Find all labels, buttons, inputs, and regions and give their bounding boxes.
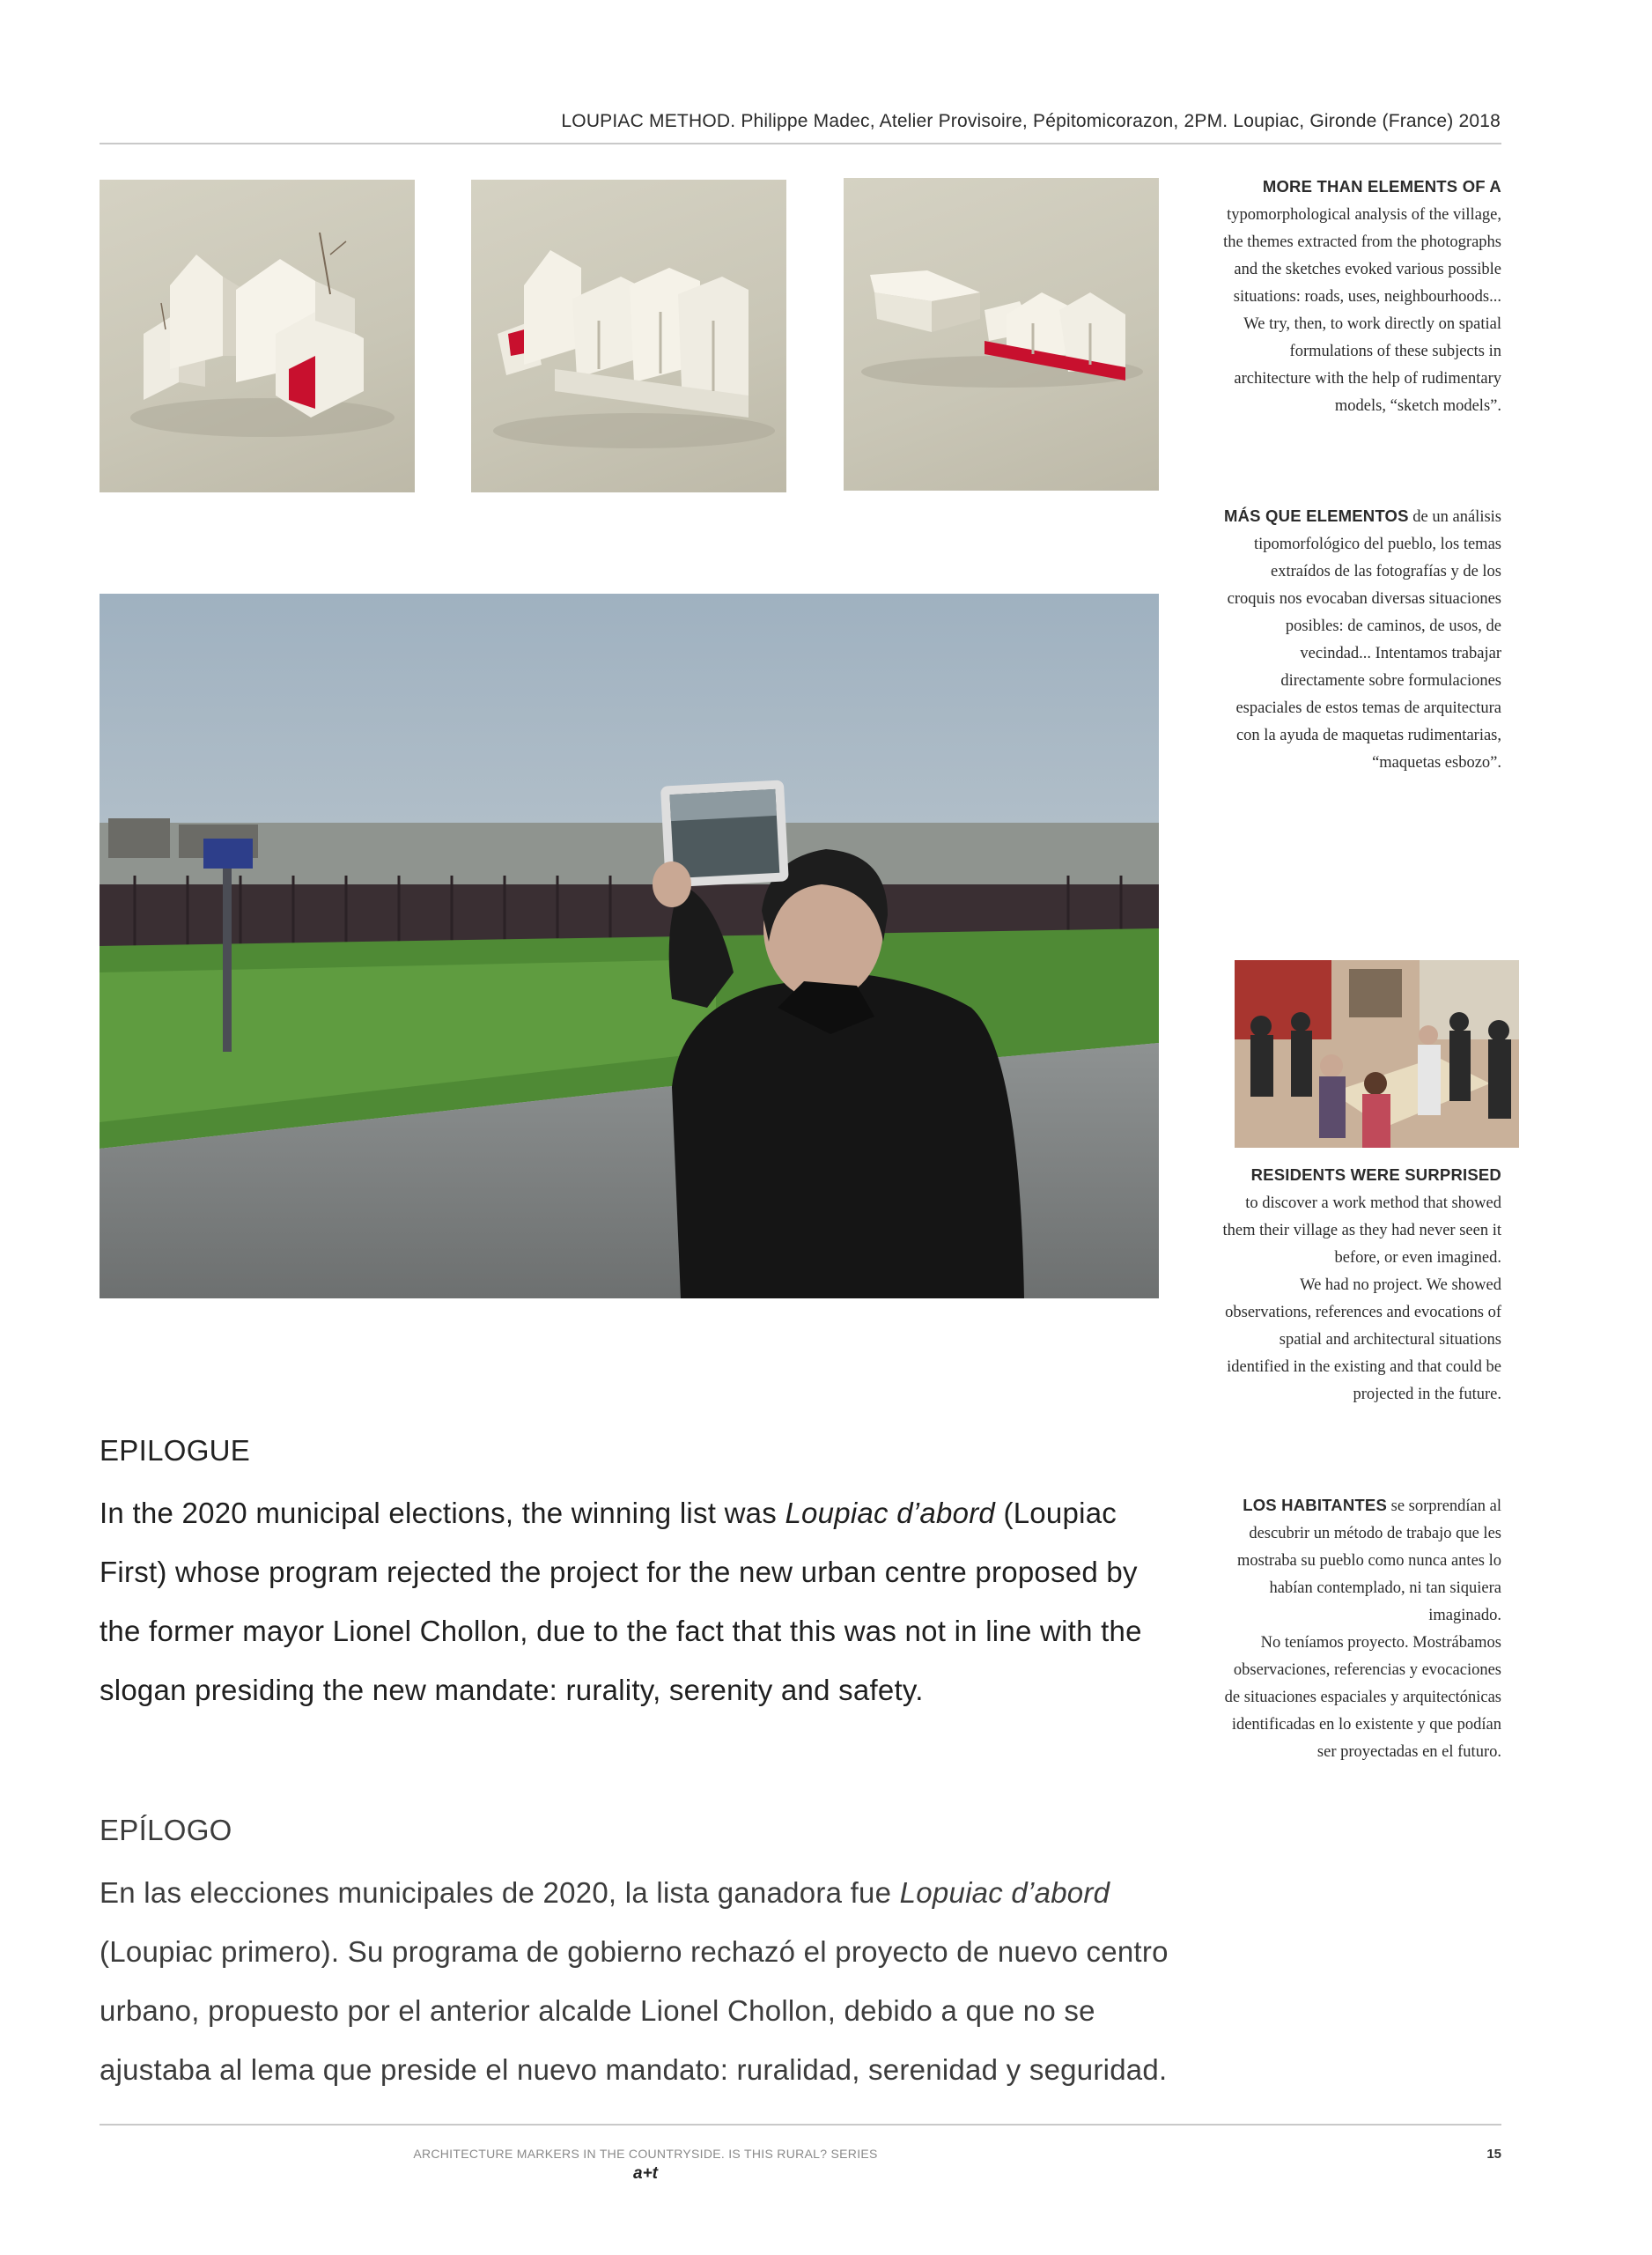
epilogue-en-italic: Loupiac d’abord (785, 1497, 996, 1529)
model-illustration-3 (844, 178, 1159, 491)
footer-logo: a+t (633, 2164, 658, 2183)
epilogue-es-italic: Lopuiac d’abord (899, 1876, 1110, 1909)
meeting-photo (1235, 960, 1519, 1148)
epilogue-body-es (100, 1863, 1183, 2099)
main-photo (100, 594, 1159, 1298)
footer-series: ARCHITECTURE MARKERS IN THE COUNTRYSIDE. IS THIS RURAL? SERIES (413, 2147, 878, 2161)
caption-models-es-lead: MÁS QUE ELEMENTOS (1224, 506, 1409, 525)
epilogue-en-text-2: (Loupiac First) whose program rejected the project for the new urban centre proposed by the former mayor Lionel Chollon, due to the fact that this was not in line with the slogan presiding the new mandate: rurality, serenity and safety. (100, 1497, 1142, 1706)
header-rule (100, 143, 1501, 144)
model-photo-1 (100, 180, 415, 492)
caption-residents-en-lead: RESIDENTS WERE SURPRISED (1250, 1165, 1501, 1184)
epilogue-es-text-1: En las elecciones municipales de 2020, la lista ganadora fue (100, 1876, 900, 1909)
epilogue-en-text-1: In the 2020 municipal elections, the winning list was (100, 1497, 785, 1529)
epilogue-body-en (100, 1483, 1183, 1719)
caption-models-en (1222, 173, 1501, 420)
caption-residents-es (1222, 1491, 1501, 1766)
epilogue-title-es: EPÍLOGO (100, 1814, 232, 1846)
caption-residents-es-lead: LOS HABITANTES (1243, 1496, 1388, 1514)
caption-residents-en (1222, 1161, 1501, 1408)
epilogue-title-en: EPILOGUE (100, 1434, 251, 1467)
caption-models-en-body: typomorphological analysis of the village, the themes extracted from the photographs and the sketches evoked various possible situations: roads, uses, neighbourhoods... We try, then, to work directly on spatial formulations of these subjects in architecture with the help of rudimentary models, “sketch models”. (1223, 206, 1501, 415)
vineyard-scene-illustration (100, 594, 1159, 1298)
model-illustration-1 (100, 180, 415, 492)
caption-models-es (1222, 502, 1501, 777)
road-sign-icon (203, 839, 253, 869)
model-illustration-2 (471, 180, 786, 492)
model-photo-3 (844, 178, 1159, 491)
footer-rule (100, 2124, 1501, 2126)
caption-models-es-body: de un análisis tipomorfológico del pueblo, los temas extraídos de las fotografías y de los croquis nos evocaban diversas situaciones posibles: de caminos, de usos, de vecindad... Intentamos trabajar directamente sobre formulaciones espaciales de estos temas de arquitectura con la ayuda de maquetas rudimentarias, “maquetas esbozo”. (1227, 508, 1501, 772)
model-photo-2 (471, 180, 786, 492)
caption-residents-es-body2: No teníamos proyecto. Mostrábamos observaciones, referencias y evocaciones de situaciones espaciales y arquitectónicas identificadas en lo existente y que podían ser proyectadas en el futuro. (1224, 1634, 1501, 1761)
meeting-illustration (1235, 960, 1519, 1148)
header-credits: Philippe Madec, Atelier Provisoire, Pépitomicorazon, 2PM. Loupiac, Gironde (France) 2018 (741, 111, 1501, 131)
caption-residents-en-body: to discover a work method that showed them their village as they had never seen it before, or even imagined. (1222, 1194, 1501, 1267)
page-number: 15 (1486, 2147, 1501, 2162)
running-header (100, 111, 1501, 132)
caption-models-en-lead: MORE THAN ELEMENTS OF A (1262, 177, 1501, 196)
epilogue-es-text-2: (Loupiac primero). Su programa de gobierno rechazó el proyecto de nuevo centro urbano, propuesto por el anterior alcalde Lionel Chollon, debido a que no se ajustaba al lema que preside el nuevo mandato: ruralidad, serenidad y seguridad. (100, 1935, 1169, 2086)
header-project: LOUPIAC METHOD. (561, 111, 736, 131)
caption-residents-es-body: se sorprendían al descubrir un método de trabajo que les mostraba su pueblo como nunca antes lo habían contemplado, ni tan siquiera imaginado. (1236, 1497, 1501, 1624)
caption-residents-en-body2: We had no project. We showed observations, references and evocations of spatial and architectural situations identified in the existing and that could be projected in the future. (1225, 1276, 1501, 1403)
